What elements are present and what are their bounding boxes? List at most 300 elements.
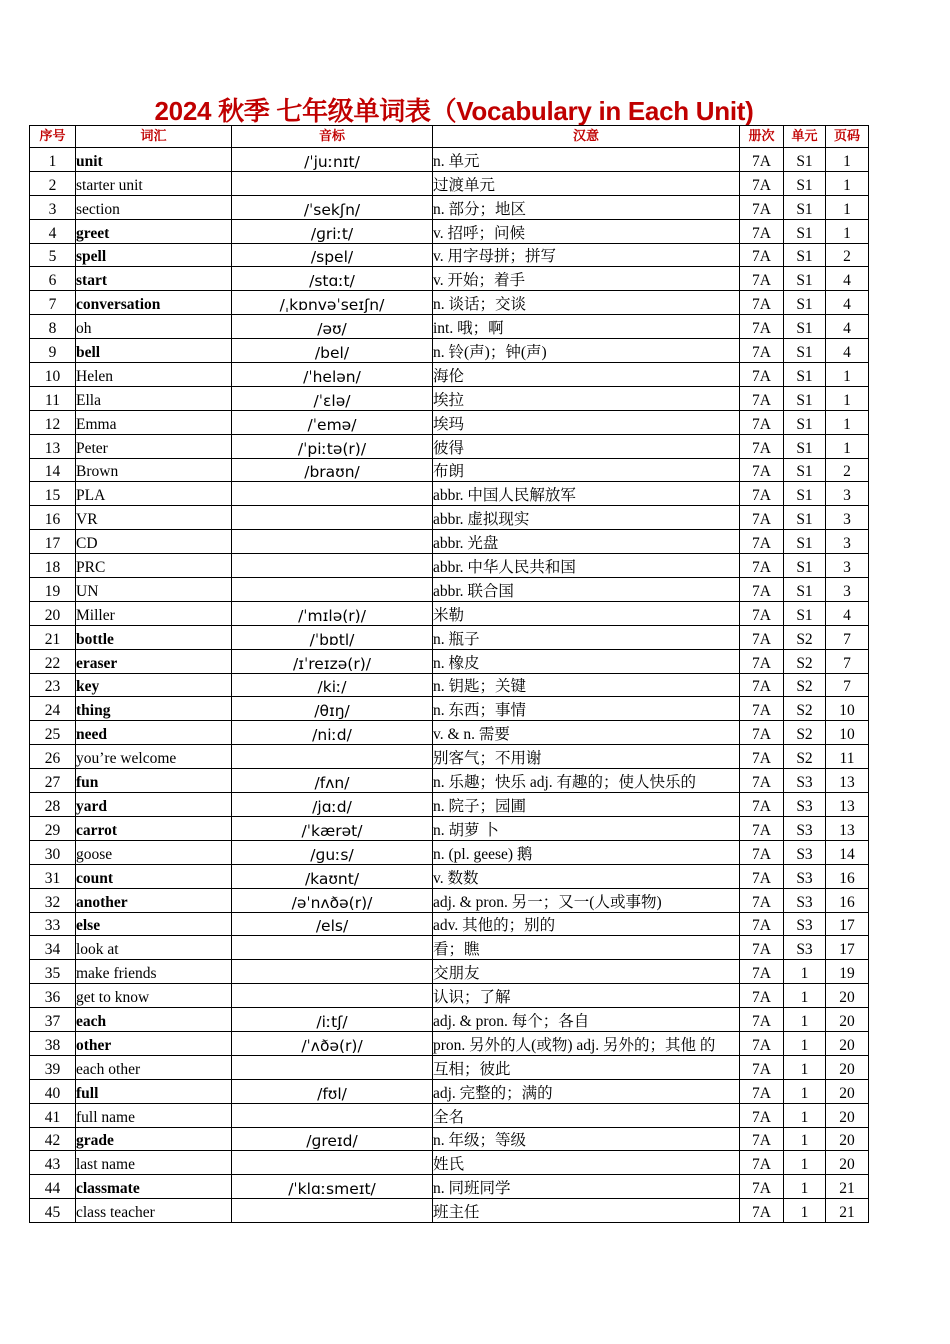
unit-code: 1: [784, 1199, 826, 1223]
table-row: [30, 1151, 869, 1175]
table-row: [30, 721, 869, 745]
vocab-word: eraser: [76, 649, 232, 673]
table-row: [30, 1031, 869, 1055]
vocab-word: look at: [76, 936, 232, 960]
vocab-word: spell: [76, 243, 232, 267]
table-row: [30, 339, 869, 363]
phonetic: /ˈmɪlə(r)/: [232, 601, 433, 625]
chinese-meaning: n. 橡皮: [433, 649, 740, 673]
phonetic: /əʊ/: [232, 315, 433, 339]
table-row: [30, 386, 869, 410]
unit-code: S3: [784, 888, 826, 912]
phonetic: /ɡriːt/: [232, 219, 433, 243]
vocab-word: Brown: [76, 458, 232, 482]
page-number: 21: [826, 1175, 869, 1199]
table-row: [30, 864, 869, 888]
row-number: 13: [30, 434, 76, 458]
vocabulary-rows: [30, 148, 869, 1223]
row-number: 27: [30, 769, 76, 793]
vocab-word: Emma: [76, 410, 232, 434]
row-number: 32: [30, 888, 76, 912]
unit-code: S3: [784, 912, 826, 936]
chinese-meaning: pron. 另外的人(或物) adj. 另外的；其他 的: [433, 1031, 740, 1055]
row-number: 12: [30, 410, 76, 434]
chinese-meaning: abbr. 光盘: [433, 530, 740, 554]
row-number: 15: [30, 482, 76, 506]
book-volume: 7A: [740, 363, 784, 387]
phonetic: [232, 171, 433, 195]
page-number: 20: [826, 1103, 869, 1127]
chinese-meaning: abbr. 联合国: [433, 578, 740, 602]
vocab-word: other: [76, 1031, 232, 1055]
chinese-meaning: n. 乐趣；快乐 adj. 有趣的；使人快乐的: [433, 769, 740, 793]
page-number: 20: [826, 1127, 869, 1151]
phonetic: /iːtʃ/: [232, 1008, 433, 1032]
page-number: 14: [826, 840, 869, 864]
page-number: 3: [826, 578, 869, 602]
unit-code: 1: [784, 1151, 826, 1175]
table-row: [30, 434, 869, 458]
row-number: 30: [30, 840, 76, 864]
row-number: 41: [30, 1103, 76, 1127]
unit-code: 1: [784, 1103, 826, 1127]
book-volume: 7A: [740, 267, 784, 291]
vocab-word: Peter: [76, 434, 232, 458]
book-volume: 7A: [740, 530, 784, 554]
chinese-meaning: n. 铃(声)；钟(声): [433, 339, 740, 363]
book-volume: 7A: [740, 578, 784, 602]
page-title: 2024 秋季 七年级单词表（Vocabulary in Each Unit): [154, 96, 754, 126]
table-header-row: [30, 126, 869, 148]
page-number: 10: [826, 721, 869, 745]
book-volume: 7A: [740, 339, 784, 363]
chinese-meaning: 互相；彼此: [433, 1055, 740, 1079]
chinese-meaning: n. 院子；园圃: [433, 793, 740, 817]
vocab-word: full name: [76, 1103, 232, 1127]
book-volume: 7A: [740, 625, 784, 649]
table-row: [30, 673, 869, 697]
chinese-meaning: 看；瞧: [433, 936, 740, 960]
phonetic: [232, 1055, 433, 1079]
book-volume: 7A: [740, 960, 784, 984]
unit-code: S3: [784, 769, 826, 793]
row-number: 25: [30, 721, 76, 745]
unit-code: S3: [784, 816, 826, 840]
book-volume: 7A: [740, 291, 784, 315]
book-volume: 7A: [740, 195, 784, 219]
row-number: 5: [30, 243, 76, 267]
unit-code: S2: [784, 745, 826, 769]
unit-code: S3: [784, 936, 826, 960]
vocab-word: class teacher: [76, 1199, 232, 1223]
book-volume: 7A: [740, 410, 784, 434]
header-unit: 单元: [784, 126, 826, 148]
row-number: 3: [30, 195, 76, 219]
vocab-word: get to know: [76, 984, 232, 1008]
chinese-meaning: abbr. 中华人民共和国: [433, 554, 740, 578]
unit-code: S1: [784, 434, 826, 458]
vocab-word: greet: [76, 219, 232, 243]
page-number: 4: [826, 267, 869, 291]
table-row: [30, 1103, 869, 1127]
unit-code: S1: [784, 410, 826, 434]
table-row: [30, 1199, 869, 1223]
page-number: 1: [826, 386, 869, 410]
phonetic: [232, 530, 433, 554]
phonetic: /ɡuːs/: [232, 840, 433, 864]
table-row: [30, 816, 869, 840]
unit-code: S1: [784, 578, 826, 602]
table-row: [30, 1079, 869, 1103]
phonetic: [232, 984, 433, 1008]
chinese-meaning: abbr. 中国人民解放军: [433, 482, 740, 506]
chinese-meaning: adv. 其他的；别的: [433, 912, 740, 936]
book-volume: 7A: [740, 888, 784, 912]
unit-code: 1: [784, 1127, 826, 1151]
book-volume: 7A: [740, 840, 784, 864]
book-volume: 7A: [740, 769, 784, 793]
row-number: 31: [30, 864, 76, 888]
page-number: 7: [826, 673, 869, 697]
book-volume: 7A: [740, 1103, 784, 1127]
book-volume: 7A: [740, 506, 784, 530]
vocab-word: you’re welcome: [76, 745, 232, 769]
unit-code: 1: [784, 1079, 826, 1103]
unit-code: S1: [784, 339, 826, 363]
table-row: [30, 458, 869, 482]
page-number: 3: [826, 530, 869, 554]
chinese-meaning: 全名: [433, 1103, 740, 1127]
chinese-meaning: n. 瓶子: [433, 625, 740, 649]
chinese-meaning: n. 单元: [433, 148, 740, 172]
chinese-meaning: 姓氏: [433, 1151, 740, 1175]
chinese-meaning: 认识；了解: [433, 984, 740, 1008]
unit-code: S1: [784, 530, 826, 554]
phonetic: [232, 1199, 433, 1223]
book-volume: 7A: [740, 1127, 784, 1151]
phonetic: /stɑːt/: [232, 267, 433, 291]
table-row: [30, 649, 869, 673]
row-number: 19: [30, 578, 76, 602]
phonetic: /ˈjuːnɪt/: [232, 148, 433, 172]
row-number: 26: [30, 745, 76, 769]
table-row: [30, 363, 869, 387]
phonetic: [232, 745, 433, 769]
vocab-word: PRC: [76, 554, 232, 578]
phonetic: /fʌn/: [232, 769, 433, 793]
page-number: 2: [826, 458, 869, 482]
vocab-word: each other: [76, 1055, 232, 1079]
phonetic: /ˈemə/: [232, 410, 433, 434]
table-row: [30, 840, 869, 864]
table-row: [30, 912, 869, 936]
chinese-meaning: n. 年级；等级: [433, 1127, 740, 1151]
phonetic: /ˈʌðə(r)/: [232, 1031, 433, 1055]
vocab-word: conversation: [76, 291, 232, 315]
table-row: [30, 410, 869, 434]
unit-code: 1: [784, 1031, 826, 1055]
book-volume: 7A: [740, 434, 784, 458]
table-row: [30, 506, 869, 530]
phonetic: /els/: [232, 912, 433, 936]
chinese-meaning: n. 钥匙；关键: [433, 673, 740, 697]
vocab-word: VR: [76, 506, 232, 530]
unit-code: S1: [784, 458, 826, 482]
phonetic: /ɪˈreɪzə(r)/: [232, 649, 433, 673]
book-volume: 7A: [740, 984, 784, 1008]
chinese-meaning: n. 同班同学: [433, 1175, 740, 1199]
row-number: 36: [30, 984, 76, 1008]
page-number: 7: [826, 625, 869, 649]
table-row: [30, 625, 869, 649]
row-number: 14: [30, 458, 76, 482]
book-volume: 7A: [740, 936, 784, 960]
phonetic: [232, 578, 433, 602]
row-number: 2: [30, 171, 76, 195]
page-number: 20: [826, 1151, 869, 1175]
unit-code: S3: [784, 793, 826, 817]
page-number: 3: [826, 482, 869, 506]
header-word: 词汇: [76, 126, 232, 148]
chinese-meaning: v. 开始；着手: [433, 267, 740, 291]
vocab-word: last name: [76, 1151, 232, 1175]
vocab-word: grade: [76, 1127, 232, 1151]
vocab-word: Helen: [76, 363, 232, 387]
vocab-word: UN: [76, 578, 232, 602]
row-number: 23: [30, 673, 76, 697]
vocab-word: yard: [76, 793, 232, 817]
phonetic: /ˌkɒnvəˈseɪʃn/: [232, 291, 433, 315]
vocab-word: CD: [76, 530, 232, 554]
unit-code: S2: [784, 673, 826, 697]
chinese-meaning: 班主任: [433, 1199, 740, 1223]
page-number: 3: [826, 554, 869, 578]
phonetic: /bel/: [232, 339, 433, 363]
row-number: 1: [30, 148, 76, 172]
book-volume: 7A: [740, 1151, 784, 1175]
chinese-meaning: n. (pl. geese) 鹅: [433, 840, 740, 864]
phonetic: [232, 1151, 433, 1175]
table-row: [30, 148, 869, 172]
row-number: 37: [30, 1008, 76, 1032]
chinese-meaning: 交朋友: [433, 960, 740, 984]
vocab-word: PLA: [76, 482, 232, 506]
page-number: 7: [826, 649, 869, 673]
book-volume: 7A: [740, 1175, 784, 1199]
table-row: [30, 243, 869, 267]
table-row: [30, 315, 869, 339]
vocab-word: Ella: [76, 386, 232, 410]
row-number: 28: [30, 793, 76, 817]
page-number: 20: [826, 1031, 869, 1055]
phonetic: /ˈɛlə/: [232, 386, 433, 410]
page-number: 19: [826, 960, 869, 984]
phonetic: /fʊl/: [232, 1079, 433, 1103]
phonetic: /spel/: [232, 243, 433, 267]
book-volume: 7A: [740, 721, 784, 745]
book-volume: 7A: [740, 458, 784, 482]
vocab-word: Miller: [76, 601, 232, 625]
chinese-meaning: 布朗: [433, 458, 740, 482]
phonetic: [232, 1103, 433, 1127]
phonetic: /ˈsekʃn/: [232, 195, 433, 219]
row-number: 9: [30, 339, 76, 363]
book-volume: 7A: [740, 649, 784, 673]
page-number: 16: [826, 864, 869, 888]
page-number: 4: [826, 315, 869, 339]
book-volume: 7A: [740, 243, 784, 267]
unit-code: S2: [784, 697, 826, 721]
phonetic: /ˈhelən/: [232, 363, 433, 387]
row-number: 20: [30, 601, 76, 625]
page-number: 1: [826, 171, 869, 195]
unit-code: S1: [784, 386, 826, 410]
table-row: [30, 936, 869, 960]
row-number: 42: [30, 1127, 76, 1151]
row-number: 29: [30, 816, 76, 840]
header-meaning: 汉意: [433, 126, 740, 148]
table-row: [30, 195, 869, 219]
table-row: [30, 171, 869, 195]
table-row: [30, 1055, 869, 1079]
table-row: [30, 745, 869, 769]
phonetic: /kaʊnt/: [232, 864, 433, 888]
row-number: 22: [30, 649, 76, 673]
row-number: 39: [30, 1055, 76, 1079]
unit-code: S1: [784, 506, 826, 530]
row-number: 7: [30, 291, 76, 315]
chinese-meaning: v. 数数: [433, 864, 740, 888]
row-number: 6: [30, 267, 76, 291]
phonetic: /ˈbɒtl/: [232, 625, 433, 649]
phonetic: /braʊn/: [232, 458, 433, 482]
page-number: 13: [826, 793, 869, 817]
unit-code: S1: [784, 291, 826, 315]
page-number: 10: [826, 697, 869, 721]
chinese-meaning: v. 用字母拼；拼写: [433, 243, 740, 267]
chinese-meaning: v. 招呼；问候: [433, 219, 740, 243]
book-volume: 7A: [740, 482, 784, 506]
header-phonetic: 音标: [232, 126, 433, 148]
phonetic: /ɡreɪd/: [232, 1127, 433, 1151]
vocab-word: else: [76, 912, 232, 936]
book-volume: 7A: [740, 697, 784, 721]
unit-code: S1: [784, 315, 826, 339]
vocab-word: starter unit: [76, 171, 232, 195]
table-row: [30, 1175, 869, 1199]
table-row: [30, 1008, 869, 1032]
chinese-meaning: 过渡单元: [433, 171, 740, 195]
page-number: 16: [826, 888, 869, 912]
phonetic: /niːd/: [232, 721, 433, 745]
header-book: 册次: [740, 126, 784, 148]
page-number: 4: [826, 339, 869, 363]
row-number: 38: [30, 1031, 76, 1055]
vocab-word: thing: [76, 697, 232, 721]
unit-code: S1: [784, 267, 826, 291]
phonetic: /ˈkærət/: [232, 816, 433, 840]
chinese-meaning: 别客气；不用谢: [433, 745, 740, 769]
table-row: [30, 960, 869, 984]
unit-code: S1: [784, 148, 826, 172]
chinese-meaning: n. 东西；事情: [433, 697, 740, 721]
page-number: 20: [826, 1055, 869, 1079]
page-number: 17: [826, 936, 869, 960]
book-volume: 7A: [740, 1055, 784, 1079]
unit-code: S3: [784, 840, 826, 864]
unit-code: 1: [784, 1055, 826, 1079]
unit-code: S1: [784, 219, 826, 243]
vocab-word: unit: [76, 148, 232, 172]
page-number: 20: [826, 1079, 869, 1103]
table-row: [30, 291, 869, 315]
row-number: 40: [30, 1079, 76, 1103]
chinese-meaning: v. & n. 需要: [433, 721, 740, 745]
vocab-word: count: [76, 864, 232, 888]
page-number: 1: [826, 410, 869, 434]
vocab-word: another: [76, 888, 232, 912]
phonetic: [232, 936, 433, 960]
book-volume: 7A: [740, 816, 784, 840]
row-number: 24: [30, 697, 76, 721]
row-number: 35: [30, 960, 76, 984]
unit-code: 1: [784, 1008, 826, 1032]
chinese-meaning: 埃玛: [433, 410, 740, 434]
row-number: 33: [30, 912, 76, 936]
phonetic: /θɪŋ/: [232, 697, 433, 721]
phonetic: [232, 554, 433, 578]
chinese-meaning: n. 胡萝 卜: [433, 816, 740, 840]
vocab-word: classmate: [76, 1175, 232, 1199]
table-row: [30, 984, 869, 1008]
unit-code: S1: [784, 601, 826, 625]
unit-code: S2: [784, 649, 826, 673]
phonetic: /kiː/: [232, 673, 433, 697]
table-row: [30, 482, 869, 506]
unit-code: S1: [784, 171, 826, 195]
row-number: 11: [30, 386, 76, 410]
vocabulary-table: [29, 125, 869, 1223]
table-row: [30, 219, 869, 243]
table-row: [30, 554, 869, 578]
book-volume: 7A: [740, 673, 784, 697]
vocab-word: full: [76, 1079, 232, 1103]
book-volume: 7A: [740, 912, 784, 936]
page-number: 1: [826, 219, 869, 243]
book-volume: 7A: [740, 601, 784, 625]
table-row: [30, 530, 869, 554]
phonetic: /ˈklɑːsmeɪt/: [232, 1175, 433, 1199]
vocab-word: bottle: [76, 625, 232, 649]
page-number: 20: [826, 984, 869, 1008]
book-volume: 7A: [740, 864, 784, 888]
chinese-meaning: int. 哦；啊: [433, 315, 740, 339]
book-volume: 7A: [740, 171, 784, 195]
table-row: [30, 601, 869, 625]
book-volume: 7A: [740, 1031, 784, 1055]
page-number: 1: [826, 363, 869, 387]
chinese-meaning: adj. & pron. 另一；又一(人或事物): [433, 888, 740, 912]
book-volume: 7A: [740, 793, 784, 817]
table-row: [30, 578, 869, 602]
row-number: 21: [30, 625, 76, 649]
table-row: [30, 267, 869, 291]
row-number: 10: [30, 363, 76, 387]
unit-code: 1: [784, 960, 826, 984]
page-number: 3: [826, 506, 869, 530]
book-volume: 7A: [740, 1199, 784, 1223]
header-number: 序号: [30, 126, 76, 148]
